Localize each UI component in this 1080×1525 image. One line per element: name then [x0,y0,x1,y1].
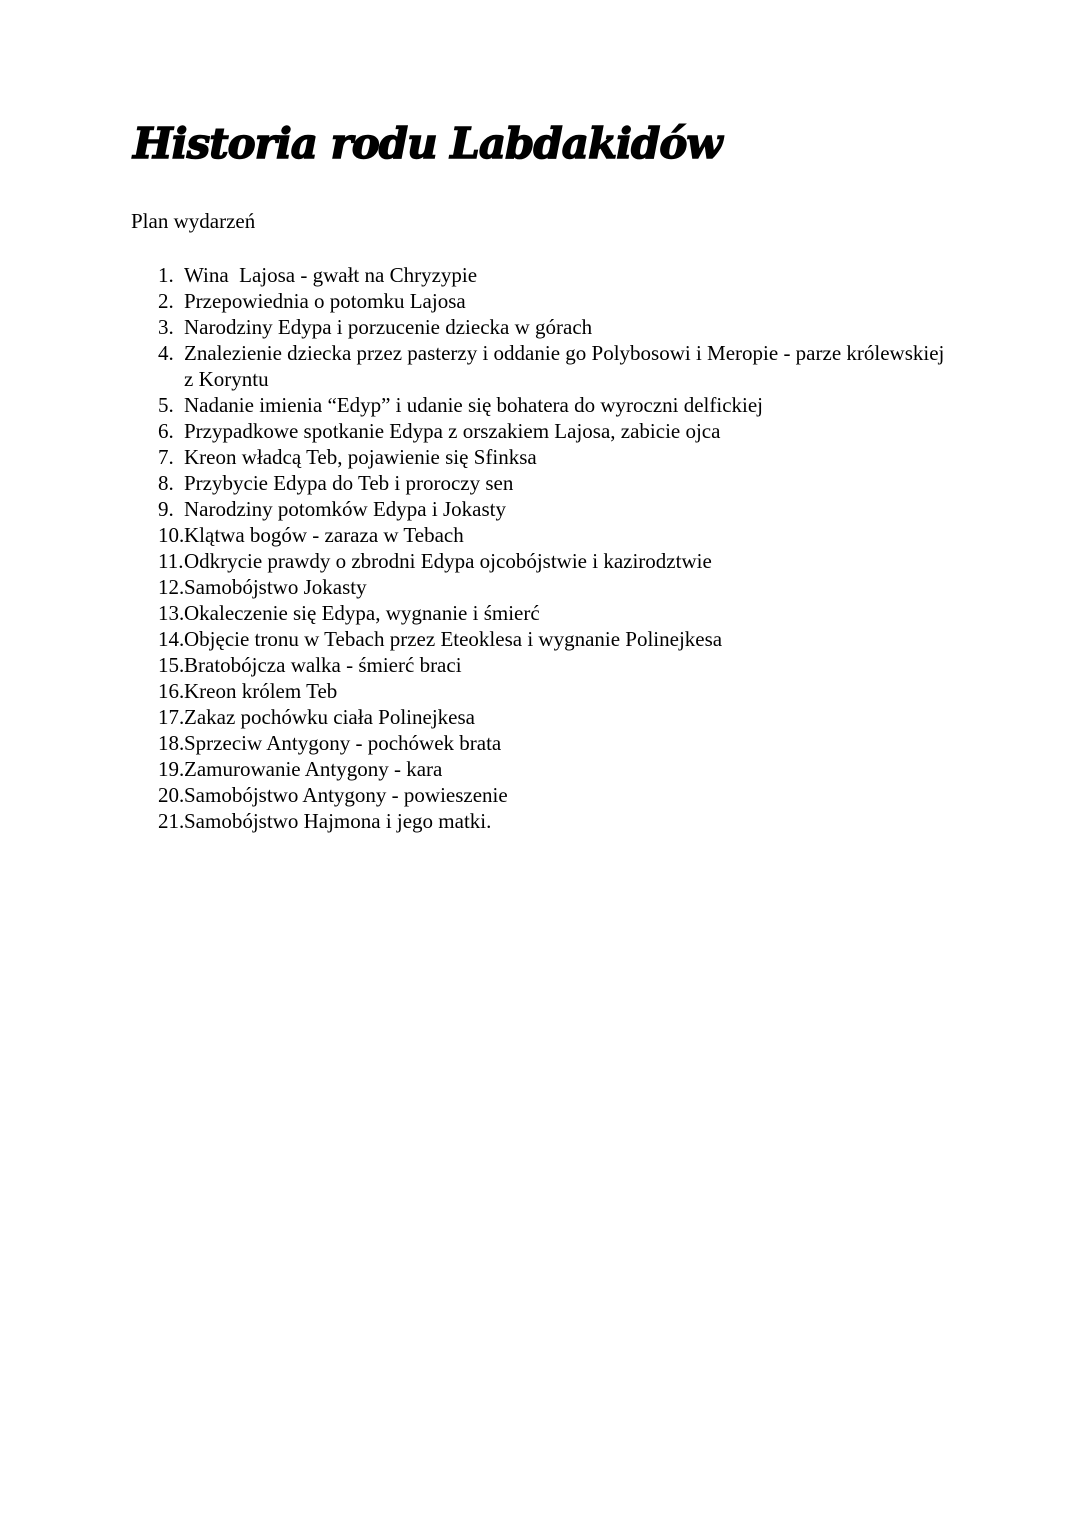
list-number: 2. [158,289,174,313]
list-item [131,522,953,548]
list-item [131,574,953,600]
list-item [131,314,953,340]
list-item [131,392,953,418]
list-number: 6. [158,419,174,443]
list-item [131,548,953,574]
list-number: 21. [158,809,185,833]
list-item-text: Bratobójcza walka - śmierć braci [184,653,462,677]
list-number: 1. [158,263,174,287]
list-number: 16. [158,679,185,703]
list-number: 11. [158,549,184,573]
list-item [131,496,953,522]
list-number: 3. [158,315,174,339]
list-item [131,418,953,444]
list-item-text: Zamurowanie Antygony - kara [184,757,443,781]
list-item [131,808,953,834]
list-item [131,444,953,470]
list-item-text: Samobójstwo Antygony - powieszenie [184,783,508,807]
list-item [131,470,953,496]
list-item [131,652,953,678]
list-item-text: Odkrycie prawdy o zbrodni Edypa ojcobójstwie i kazirodztwie [184,549,712,573]
list-item [131,678,953,704]
list-number: 15. [158,653,185,677]
list-item-text: Wina Lajosa - gwałt na Chryzypie [184,263,478,287]
list-number: 14. [158,627,185,651]
list-item-text: Kreon władcą Teb, pojawienie się Sfinksa [184,445,537,469]
list-item [131,782,953,808]
list-number: 8. [158,471,174,495]
list-item [131,288,953,314]
list-item-text: Przypadkowe spotkanie Edypa z orszakiem Lajosa, zabicie ojca [184,419,721,443]
list-item-text: Nadanie imienia “Edyp” i udanie się bohatera do wyroczni delfickiej [184,393,764,417]
list-number: 5. [158,393,174,417]
list-item-text: Objęcie tronu w Tebach przez Eteoklesa i wygnanie Polinejkesa [184,627,723,651]
list-item-text: Narodziny potomków Edypa i Jokasty [184,497,506,521]
list-item-text: Samobójstwo Hajmona i jego matki. [184,809,492,833]
list-item [131,262,953,288]
document-title: Historia rodu Labdakidów [133,119,722,168]
list-item-text: Przybycie Edypa do Teb i proroczy sen [184,471,514,495]
list-item [131,600,953,626]
list-item-text: Znalezienie dziecka przez pasterzy i oddanie go Polybosowi i Meropie - parze królewskiej z Koryntu [184,341,950,391]
list-item-text: Narodziny Edypa i porzucenie dziecka w górach [184,315,593,339]
list-item-text: Zakaz pochówku ciała Polinejkesa [184,705,475,729]
list-item [131,704,953,730]
list-number: 18. [158,731,185,755]
list-item-text: Samobójstwo Jokasty [184,575,367,599]
event-list [131,262,953,834]
list-number: 12. [158,575,185,599]
list-item-text: Okaleczenie się Edypa, wygnanie i śmierć [184,601,540,625]
list-number: 7. [158,445,174,469]
list-number: 9. [158,497,174,521]
list-item [131,730,953,756]
list-item [131,340,953,392]
list-item-text: Przepowiednia o potomku Lajosa [184,289,466,313]
list-item [131,756,953,782]
list-number: 13. [158,601,185,625]
document-subtitle: Plan wydarzeń [131,209,256,233]
list-item-text: Klątwa bogów - zaraza w Tebach [184,523,464,547]
list-number: 19. [158,757,185,781]
list-item [131,626,953,652]
list-number: 10. [158,523,185,547]
list-number: 17. [158,705,185,729]
list-number: 4. [158,341,174,365]
list-item-text: Sprzeciw Antygony - pochówek brata [184,731,502,755]
list-item-text: Kreon królem Teb [184,679,338,703]
list-number: 20. [158,783,185,807]
